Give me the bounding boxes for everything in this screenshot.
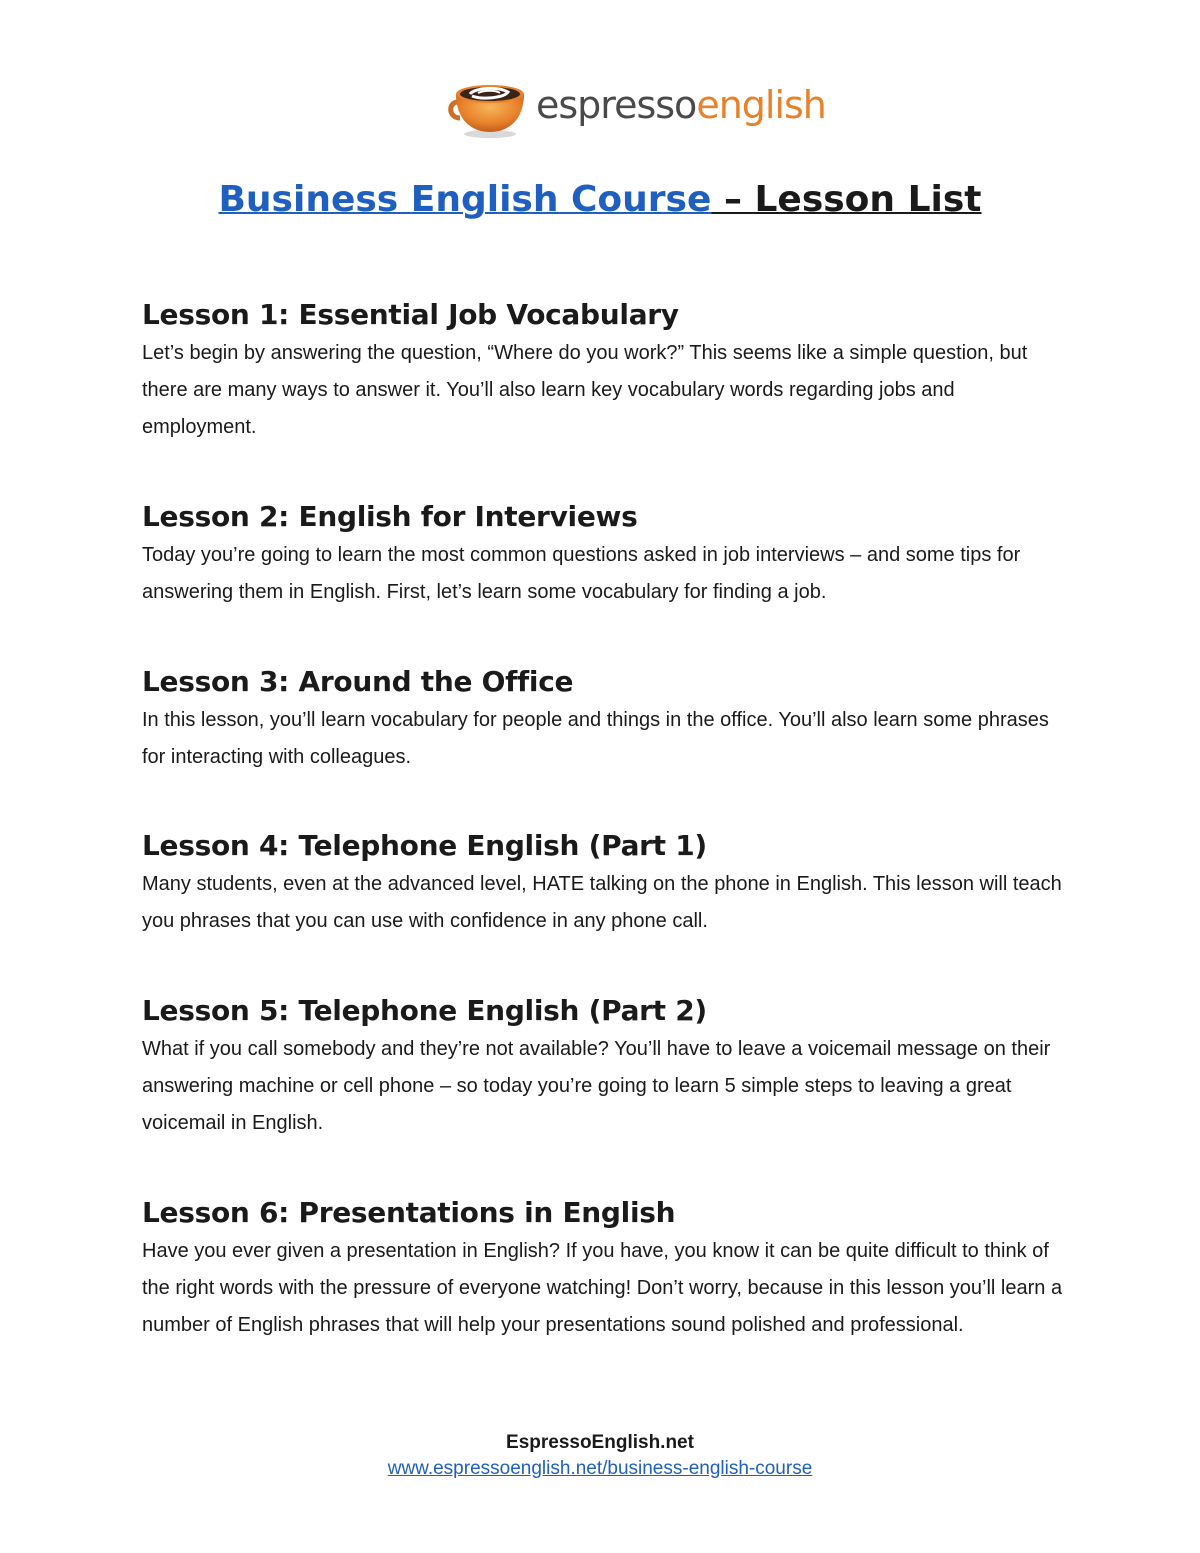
lesson-heading: Lesson 6: Presentations in English (142, 1196, 676, 1229)
page-footer (0, 1430, 1200, 1482)
lesson-section (142, 497, 1072, 611)
page-title (0, 176, 1200, 224)
espressoenglish-logo (448, 76, 826, 142)
lesson-section (142, 826, 1072, 940)
lesson-heading: Lesson 5: Telephone English (Part 2) (142, 994, 707, 1027)
lesson-heading: Lesson 2: English for Interviews (142, 500, 638, 533)
logo-text-espresso: espresso (536, 83, 697, 127)
espresso-cup-icon (448, 78, 530, 140)
lesson-description: Today you’re going to learn the most common questions asked in job interviews – and some tips for answering them in English. First, let’s learn some vocabulary for finding a job. (142, 544, 1021, 603)
lesson-heading: Lesson 1: Essential Job Vocabulary (142, 298, 679, 331)
lesson-description: Many students, even at the advanced level, HATE talking on the phone in English. This lesson will teach you phrases that you can use with confidence in any phone call. (142, 873, 1062, 932)
lesson-description: In this lesson, you’ll learn vocabulary for people and things in the office. You’ll also learn some phrases for interacting with colleagues. (142, 709, 1049, 768)
lesson-section (142, 1193, 1072, 1344)
footer-course-url-link[interactable]: www.espressoenglish.net/business-english-course (387, 1458, 813, 1479)
lesson-heading: Lesson 4: Telephone English (Part 1) (142, 829, 707, 862)
lesson-section (142, 295, 1072, 446)
lesson-section (142, 991, 1072, 1142)
logo-wordmark (536, 83, 826, 127)
lesson-section (142, 662, 1072, 776)
lesson-description: Have you ever given a presentation in English? If you have, you know it can be quite difficult to think of the right words with the pressure of everyone watching! Don’t worry, because in this lesson you’ll learn a number of English phrases that will help your presentations sound polished and professional. (142, 1240, 1063, 1336)
lesson-heading: Lesson 3: Around the Office (142, 665, 574, 698)
footer-site-name: EspressoEnglish.net (506, 1432, 694, 1453)
lesson-description: Let’s begin by answering the question, “Where do you work?” This seems like a simple question, but there are many ways to answer it. You’ll also learn key vocabulary words regarding jobs and employment. (142, 342, 1028, 438)
title-suffix: – Lesson List (711, 179, 982, 220)
logo-text-english: english (696, 83, 826, 127)
course-link[interactable]: Business English Course (218, 179, 712, 220)
lesson-description: What if you call somebody and they’re not available? You’ll have to leave a voicemail message on their answering machine or cell phone – so today you’re going to learn 5 simple steps to leaving a great voicemail in English. (142, 1038, 1051, 1134)
